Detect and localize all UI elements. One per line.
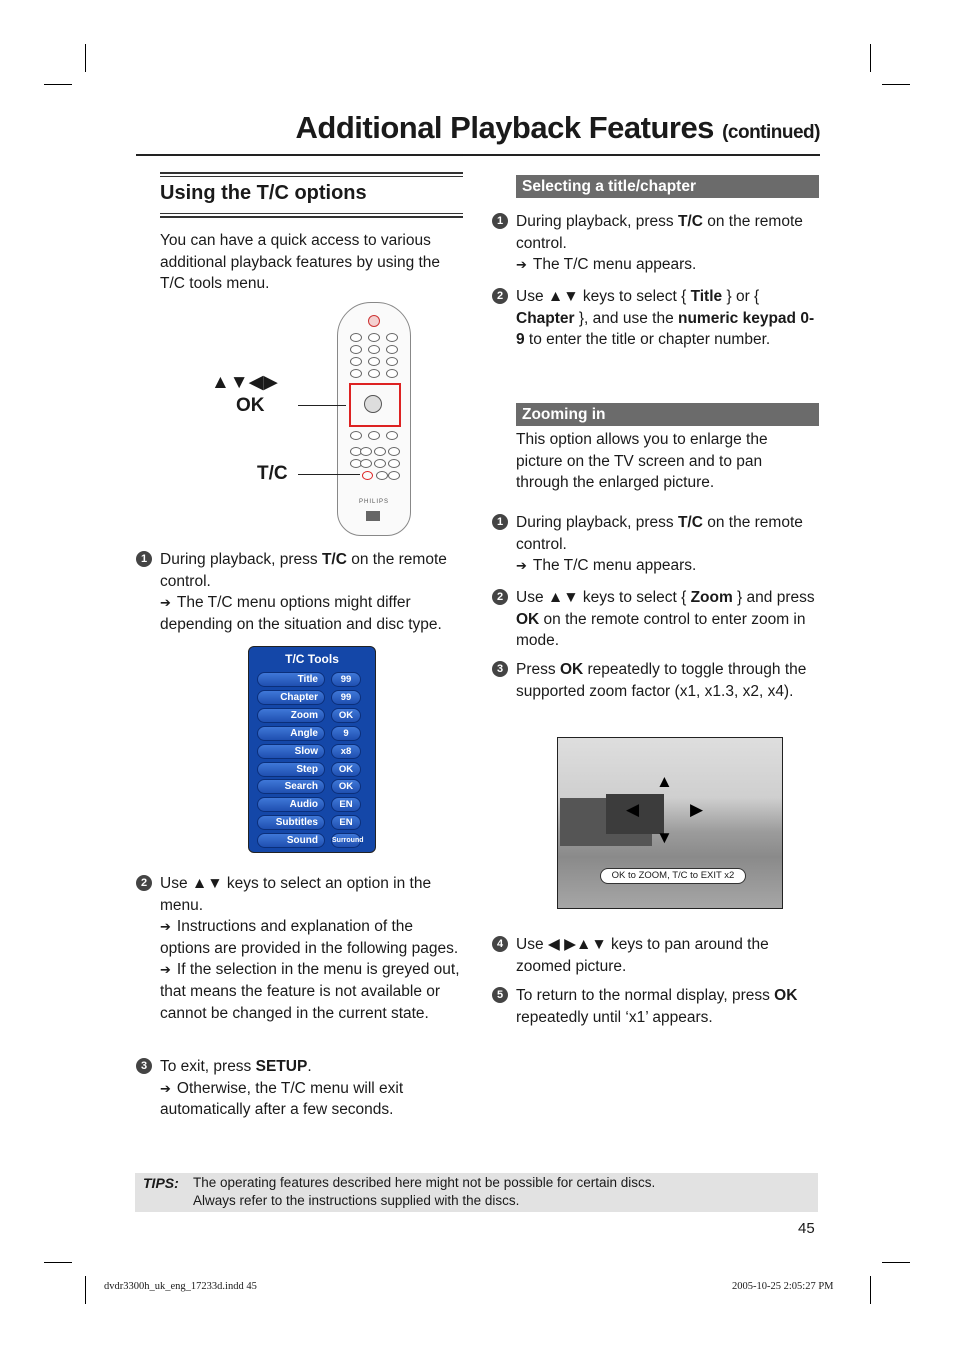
intro-text: You can have a quick access to various additional playback features by using the T/C tools menu.	[160, 232, 441, 293]
sel-step-1: 1 During playback, press T/C on the remote control. ➔ The T/C menu appears.	[492, 211, 822, 276]
tips-line-2: Always refer to the instructions supplied with the discs.	[193, 1193, 520, 1208]
callout-ok: OK	[236, 395, 265, 416]
section-rule-top-thin	[160, 176, 463, 177]
key-setup: SETUP	[255, 1058, 308, 1075]
arrow-icon: ➔	[516, 257, 527, 273]
tips-box	[135, 1173, 818, 1212]
key-tc: T/C	[677, 213, 703, 230]
tc-menu-row: Step OK	[257, 762, 369, 777]
step-number: 2	[492, 288, 508, 304]
arrow-icon: ➔	[160, 595, 171, 611]
arrow-icon: ➔	[160, 962, 171, 978]
zoom-intro: This option allows you to enlarge the picture on the TV screen and to pan through the enlarged picture.	[516, 431, 768, 492]
key-tc: T/C	[677, 514, 703, 531]
callout-line-tc	[298, 474, 360, 475]
title-rule	[136, 154, 820, 156]
step-number: 2	[492, 589, 508, 605]
section-rule-bottom	[160, 213, 463, 214]
tc-menu-row: Audio EN	[257, 797, 369, 812]
zooming-in-bar: Zooming in	[516, 403, 819, 426]
left-step-2: 2 Use ▲▼ keys to select an option in the menu. ➔ Instructions and explanation of the options are provided in the following pages. ➔ If the selection in the menu is greyed out, that means the feature is not available or cannot be changed in the current state.	[136, 873, 466, 1024]
callout-line-ok	[298, 405, 346, 406]
step-number: 3	[136, 1058, 152, 1074]
section-rule-top	[160, 172, 463, 174]
remote-logo-icon	[366, 511, 380, 521]
sel-step-2: 2 Use ▲▼ keys to select { Title } or { Chapter }, and use the numeric keypad 0-9 to enter the title or chapter number.	[492, 286, 822, 351]
crop-mark	[44, 84, 72, 85]
zoom-osd-label: OK to ZOOM, T/C to EXIT x2	[600, 868, 746, 884]
tc-button-icon	[362, 471, 373, 480]
footer-file: dvdr3300h_uk_eng_17233d.indd 45	[104, 1281, 257, 1292]
left-step-1: 1 During playback, press T/C on the remote control. ➔ The T/C menu options might differ depending on the situation and disc type.	[136, 549, 466, 635]
tc-menu-title: T/C Tools	[285, 652, 339, 666]
tc-menu-row: Sound Surround	[257, 833, 369, 848]
pan-left-icon: ◀	[626, 800, 640, 819]
page-title	[136, 110, 820, 146]
step-number: 1	[492, 213, 508, 229]
tc-menu-row: Angle 9	[257, 726, 369, 741]
selecting-title-chapter-bar: Selecting a title/chapter	[516, 175, 819, 198]
step-number: 1	[136, 551, 152, 567]
zoom-step-1: 1 During playback, press T/C on the remote control. ➔ The T/C menu appears.	[492, 512, 822, 577]
tc-menu-row: Chapter 99	[257, 690, 369, 705]
page-title-continued: (continued)	[722, 122, 820, 143]
footer-timestamp: 2005-10-25 2:05:27 PM	[732, 1281, 834, 1292]
crop-mark	[85, 44, 86, 72]
zoom-preview-image	[557, 737, 783, 909]
step-number: 3	[492, 661, 508, 677]
tc-menu-row: Subtitles EN	[257, 815, 369, 830]
crop-mark	[44, 1262, 72, 1263]
callout-tc: T/C	[257, 463, 288, 484]
remote-control	[337, 302, 411, 536]
callout-nav-keys: ▲▼◀▶	[211, 372, 278, 393]
zoom-step-5: 5 To return to the normal display, press OK repeatedly until ‘x1’ appears.	[492, 985, 822, 1028]
arrow-icon: ➔	[160, 919, 171, 935]
tips-label: TIPS:	[143, 1175, 179, 1191]
pan-up-icon: ▲	[656, 772, 673, 791]
zoom-step-3: 3 Press OK repeatedly to toggle through the supported zoom factor (x1, x1.3, x2, x4).	[492, 659, 822, 702]
arrow-icon: ➔	[516, 558, 527, 574]
power-button-icon	[368, 315, 380, 327]
remote-brand: PHILIPS	[358, 499, 389, 505]
tc-menu-row: Search OK	[257, 779, 369, 794]
tc-tools-menu	[248, 646, 376, 853]
section-title: Using the T/C options	[160, 182, 367, 204]
step-number: 2	[136, 875, 152, 891]
zoom-step-2: 2 Use ▲▼ keys to select { Zoom } and press OK on the remote control to enter zoom in mode.	[492, 587, 822, 652]
left-step-3: 3 To exit, press SETUP. ➔ Otherwise, the T/C menu will exit automatically after a few seconds.	[136, 1056, 466, 1121]
tc-menu-row: Slow x8	[257, 744, 369, 759]
arrow-icon: ➔	[160, 1080, 171, 1096]
pan-down-icon: ▼	[656, 828, 673, 847]
tc-menu-row: Zoom OK	[257, 708, 369, 723]
page-title-text: Additional Playback Features	[295, 110, 714, 145]
pan-right-icon: ▶	[690, 800, 704, 819]
step-number: 4	[492, 936, 508, 952]
step-number: 1	[492, 514, 508, 530]
crop-mark	[870, 1276, 871, 1304]
tips-line-1: The operating features described here might not be possible for certain discs.	[193, 1175, 656, 1190]
crop-mark	[882, 84, 910, 85]
zoom-step-4: 4 Use ◀ ▶▲▼ keys to pan around the zoomed picture.	[492, 934, 822, 977]
page-number: 45	[798, 1220, 815, 1237]
section-rule-bottom-thick	[160, 216, 463, 218]
crop-mark	[85, 1276, 86, 1304]
tc-menu-row: Title 99	[257, 672, 369, 687]
step-number: 5	[492, 987, 508, 1003]
crop-mark	[882, 1262, 910, 1263]
key-tc: T/C	[321, 551, 347, 568]
crop-mark	[870, 44, 871, 72]
